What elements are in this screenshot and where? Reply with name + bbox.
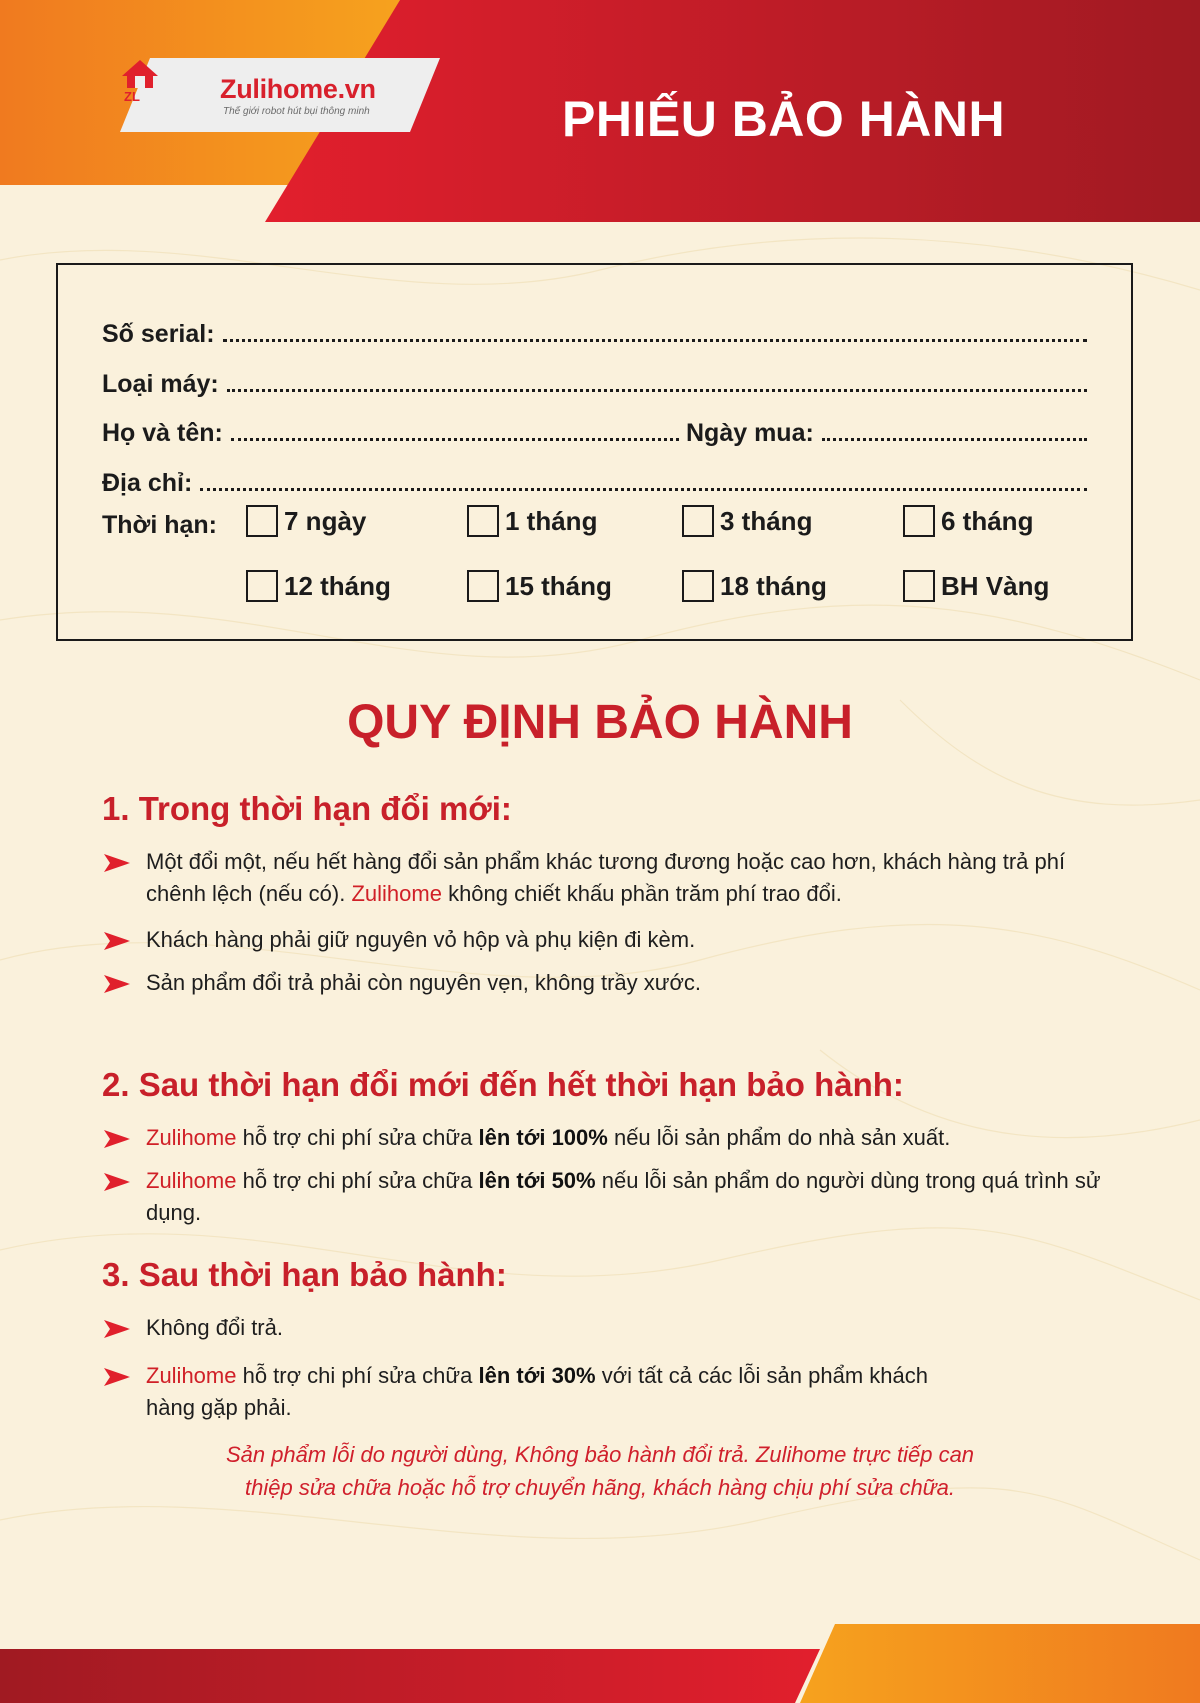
checkbox[interactable] xyxy=(467,505,499,537)
term-option-3-months[interactable] xyxy=(682,505,812,537)
serial-row[interactable] xyxy=(102,315,1087,349)
item-text: hỗ trợ chi phí sửa chữa xyxy=(236,1125,479,1150)
checkbox[interactable] xyxy=(682,505,714,537)
serial-label: Số serial: xyxy=(102,320,215,348)
note-line: Sản phẩm lỗi do người dùng, Không bảo hành đổi trả. Zulihome trực tiếp can xyxy=(225,1442,975,1467)
list-item xyxy=(104,1165,1144,1229)
warranty-note xyxy=(0,1438,1200,1504)
item-text: Khách hàng phải giữ nguyên vỏ hộp và phụ kiện đi kèm. xyxy=(146,927,696,952)
term-option-label: 6 tháng xyxy=(941,505,1034,536)
document-title: PHIẾU BẢO HÀNH xyxy=(562,91,1006,147)
header-banner xyxy=(0,0,1200,222)
triangle-arrow-icon xyxy=(104,854,130,872)
term-option-label: 3 tháng xyxy=(720,505,813,536)
triangle-arrow-icon xyxy=(104,932,130,950)
name-field[interactable] xyxy=(231,437,679,441)
section-1-title: 1. Trong thời hạn đổi mới: xyxy=(102,790,512,827)
term-option-gold-warranty[interactable] xyxy=(903,570,1049,602)
checkbox[interactable] xyxy=(682,570,714,602)
item-text: nếu lỗi sản phẩm do người dùng trong quá trình sử dụng. xyxy=(146,1168,1101,1225)
name-label: Họ và tên: xyxy=(102,419,223,447)
triangle-arrow-icon xyxy=(104,975,130,993)
item-text: Không đổi trả. xyxy=(146,1315,283,1340)
triangle-arrow-icon xyxy=(104,1320,130,1338)
item-text: hỗ trợ chi phí sửa chữa xyxy=(236,1363,479,1388)
brand-mention: Zulihome xyxy=(146,1363,237,1388)
checkbox[interactable] xyxy=(467,570,499,602)
list-item xyxy=(104,1360,964,1424)
term-option-label: 7 ngày xyxy=(284,505,367,536)
checkbox[interactable] xyxy=(246,570,278,602)
address-label: Địa chỉ: xyxy=(102,469,193,497)
purchase-date-label: Ngày mua: xyxy=(686,419,814,447)
item-text: Sản phẩm đổi trả phải còn nguyên vẹn, không trầy xước. xyxy=(146,970,702,995)
serial-field[interactable] xyxy=(223,338,1087,342)
house-logo-icon xyxy=(120,58,160,102)
footer-banner xyxy=(0,1624,1200,1703)
term-option-label: 1 tháng xyxy=(505,505,598,536)
model-label: Loại máy: xyxy=(102,370,219,398)
checkbox[interactable] xyxy=(246,505,278,537)
brand-tagline: Thế giới robot hút bụi thông minh xyxy=(223,106,370,117)
brand-mention: Zulihome xyxy=(146,1125,237,1150)
triangle-arrow-icon xyxy=(104,1130,130,1148)
brand-mention: Zulihome xyxy=(146,1168,237,1193)
warranty-form xyxy=(56,263,1133,641)
brand-logo[interactable] xyxy=(120,58,440,132)
brand-mark: ZL xyxy=(124,89,140,102)
section-3-title: 3. Sau thời hạn bảo hành: xyxy=(102,1256,507,1293)
list-item xyxy=(104,1312,1124,1344)
term-option-15-months[interactable] xyxy=(467,570,612,602)
rules-title: QUY ĐỊNH BẢO HÀNH xyxy=(347,696,853,749)
term-option-6-months[interactable] xyxy=(903,505,1033,537)
note-line: thiệp sửa chữa hoặc hỗ trợ chuyển hãng, khách hàng chịu phí sửa chữa. xyxy=(245,1475,955,1500)
checkbox[interactable] xyxy=(903,570,935,602)
term-label: Thời hạn: xyxy=(102,511,217,539)
triangle-arrow-icon xyxy=(104,1173,130,1191)
name-row[interactable] xyxy=(102,414,679,448)
brand-name: Zulihome.vn xyxy=(220,74,376,104)
term-option-1-month[interactable] xyxy=(467,505,597,537)
term-option-label: 18 tháng xyxy=(720,570,827,601)
term-option-label: 15 tháng xyxy=(505,570,612,601)
brand-mention: Zulihome xyxy=(351,881,442,906)
item-highlight: lên tới 100% xyxy=(478,1125,608,1150)
term-option-label: 12 tháng xyxy=(284,570,391,601)
item-highlight: lên tới 30% xyxy=(478,1363,596,1388)
term-option-12-months[interactable] xyxy=(246,570,391,602)
item-highlight: lên tới 50% xyxy=(478,1168,596,1193)
list-item xyxy=(104,846,1124,910)
list-item xyxy=(104,967,1124,999)
item-text: không chiết khấu phần trăm phí trao đổi. xyxy=(441,881,842,906)
item-text: nếu lỗi sản phẩm do nhà sản xuất. xyxy=(607,1125,951,1150)
purchase-date-field[interactable] xyxy=(822,437,1087,441)
checkbox[interactable] xyxy=(903,505,935,537)
list-item xyxy=(104,924,1124,956)
list-item xyxy=(104,1122,1124,1154)
triangle-arrow-icon xyxy=(104,1368,130,1386)
term-option-18-months[interactable] xyxy=(682,570,827,602)
item-text: hỗ trợ chi phí sửa chữa xyxy=(236,1168,479,1193)
term-option-7-days[interactable] xyxy=(246,505,366,537)
model-row[interactable] xyxy=(102,365,1087,399)
purchase-date-row[interactable] xyxy=(686,414,1087,448)
item-text: với tất cả các lỗi sản phẩm khách hàng gặp phải. xyxy=(146,1363,928,1420)
address-row[interactable] xyxy=(102,464,1087,498)
item-text: Một đổi một, nếu hết hàng đổi sản phẩm khác tương đương hoặc cao hơn, khách hàng trả phí chênh lệch (nếu có). xyxy=(146,849,1066,906)
term-option-label: BH Vàng xyxy=(941,570,1050,601)
address-field[interactable] xyxy=(200,487,1087,491)
model-field[interactable] xyxy=(227,388,1087,392)
section-2-title: 2. Sau thời hạn đổi mới đến hết thời hạn bảo hành: xyxy=(102,1066,904,1103)
